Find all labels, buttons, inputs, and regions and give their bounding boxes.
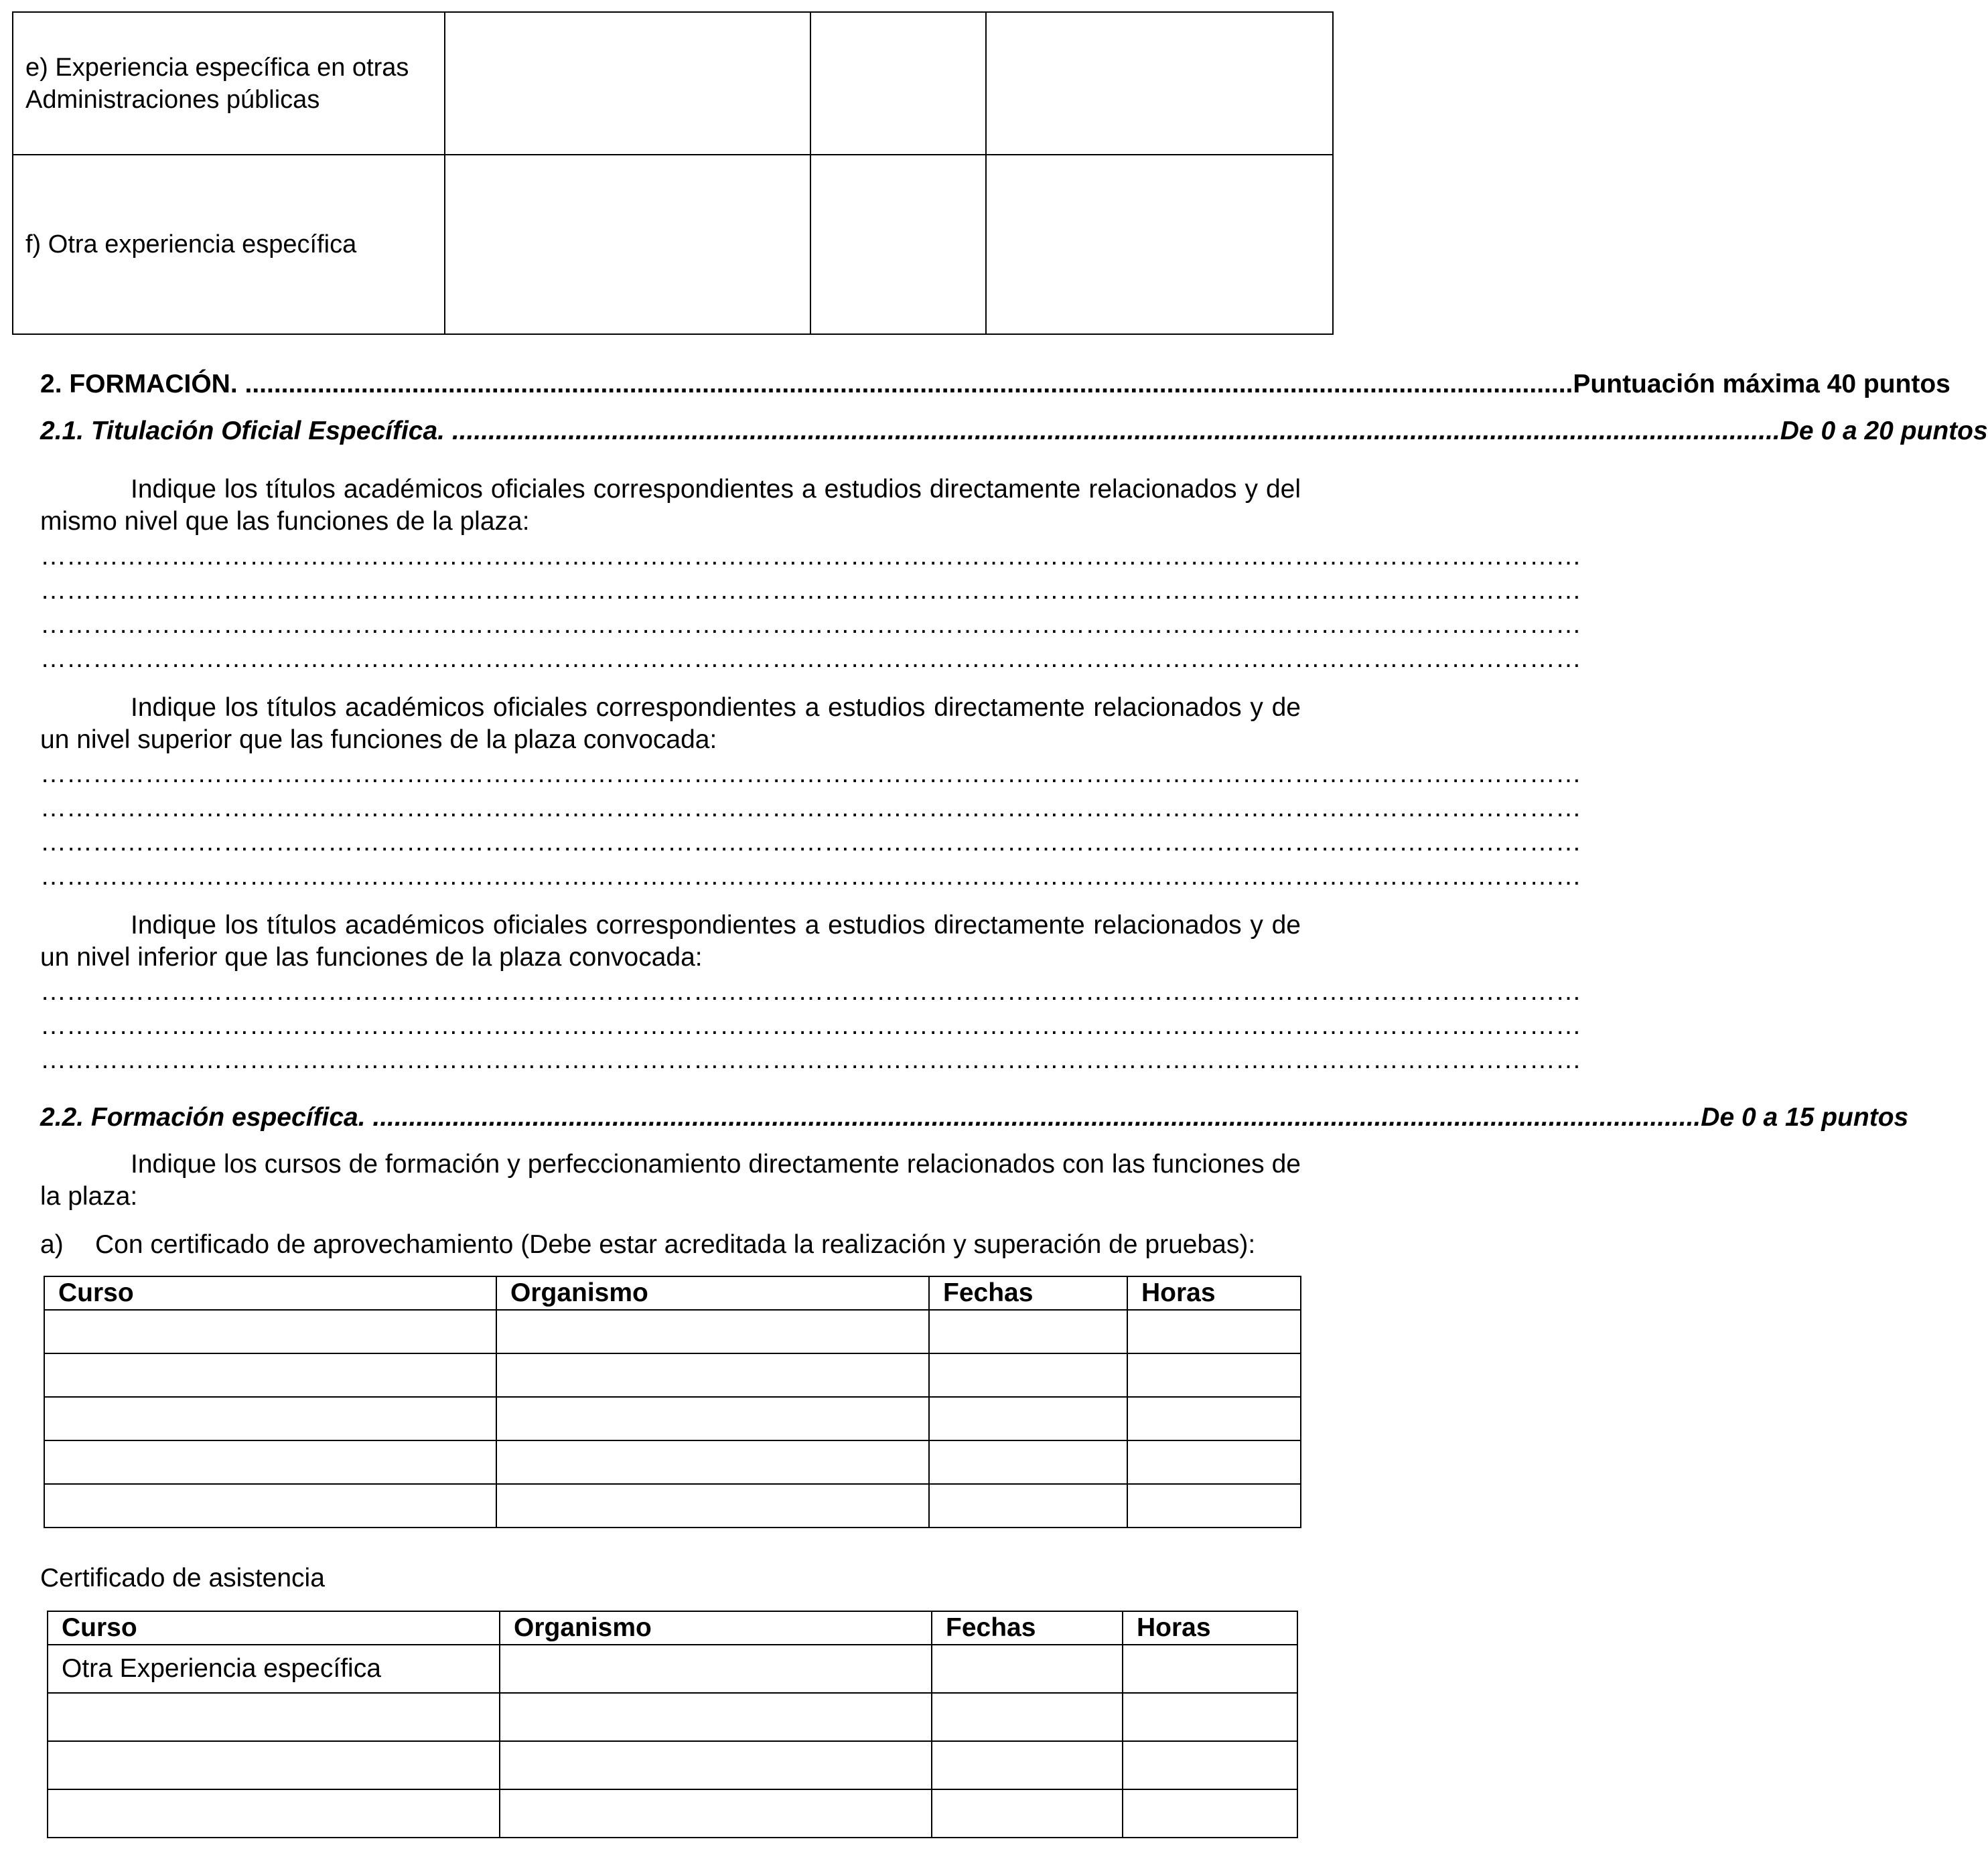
experience-table (12, 11, 1334, 335)
input-cell[interactable] (48, 1789, 500, 1838)
course-cell[interactable]: Otra Experiencia específica (48, 1645, 500, 1693)
prompt-same-level: Indique los títulos académicos oficiales correspondientes a estudios directamente relacionados y del mismo nivel que las funciones de la plaza: (40, 475, 1301, 536)
input-cell[interactable] (929, 1310, 1127, 1353)
table-row (48, 1789, 1297, 1838)
table-row (13, 12, 1333, 155)
input-cell[interactable] (500, 1645, 932, 1693)
input-cell[interactable] (496, 1397, 929, 1440)
input-cell[interactable] (929, 1440, 1127, 1484)
input-cell[interactable] (445, 155, 810, 334)
item-marker: a) (40, 1230, 64, 1259)
input-cell[interactable] (929, 1484, 1127, 1528)
input-cell[interactable] (932, 1645, 1123, 1693)
answer-lines-higher-level[interactable]: …………………………………………………………………………………………………………………………………………………………… …………………………………………………………………………………………………………………………………………………………… …………………………………………………………………………………………………………………………………………………………… …………………………………………………………………………………………………………………………………………………………… (40, 759, 1581, 891)
input-cell[interactable] (932, 1741, 1123, 1789)
table-row (48, 1645, 1297, 1693)
section-2-1-heading (40, 417, 1988, 446)
input-cell[interactable] (929, 1353, 1127, 1397)
input-cell[interactable] (810, 155, 986, 334)
input-cell[interactable] (1123, 1789, 1297, 1838)
col-header-curso: Curso (44, 1276, 496, 1310)
table-row (44, 1397, 1301, 1440)
input-cell[interactable] (1127, 1397, 1301, 1440)
input-cell[interactable] (1123, 1645, 1297, 1693)
input-cell[interactable] (44, 1397, 496, 1440)
input-cell[interactable] (44, 1353, 496, 1397)
input-cell[interactable] (1127, 1310, 1301, 1353)
courses-table-aprovechamiento (44, 1276, 1301, 1528)
table-row (48, 1693, 1297, 1741)
row-label: f) Otra experiencia específica (13, 155, 445, 334)
input-cell[interactable] (445, 12, 810, 155)
col-header-horas: Horas (1123, 1611, 1297, 1645)
answer-lines-lower-level[interactable]: …………………………………………………………………………………………………………………………………………………………… …………………………………………………………………………………………………………………………………………………………… …………………………………………………………………………………………………………………………………………………………… (40, 977, 1581, 1074)
col-header-fechas: Fechas (929, 1276, 1127, 1310)
input-cell[interactable] (1123, 1693, 1297, 1741)
table-row (44, 1484, 1301, 1528)
input-cell[interactable] (496, 1310, 929, 1353)
row-label: e) Experiencia específica en otras Administraciones públicas (13, 12, 445, 155)
item-a (40, 1230, 1301, 1260)
input-cell[interactable] (496, 1484, 929, 1528)
col-header-horas: Horas (1127, 1276, 1301, 1310)
input-cell[interactable] (500, 1741, 932, 1789)
section-title: 2.1. Titulación Oficial Específica. (40, 417, 445, 445)
input-cell[interactable] (496, 1440, 929, 1484)
col-header-organismo: Organismo (496, 1276, 929, 1310)
col-header-organismo: Organismo (500, 1611, 932, 1645)
section-points: De 0 a 15 puntos (1701, 1103, 1909, 1132)
section-2-heading (40, 370, 1950, 399)
input-cell[interactable] (44, 1310, 496, 1353)
prompt-lower-level: Indique los títulos académicos oficiales correspondientes a estudios directamente relacionados y de un nivel inferior que las funciones de la plaza convocada: (40, 911, 1301, 972)
table-row (44, 1310, 1301, 1353)
input-cell[interactable] (1127, 1440, 1301, 1484)
input-cell[interactable] (986, 155, 1333, 334)
prompt-higher-level: Indique los títulos académicos oficiales correspondientes a estudios directamente relacionados y de un nivel superior que las funciones de la plaza convocada: (40, 693, 1301, 754)
col-header-curso: Curso (48, 1611, 500, 1645)
attendance-label: Certificado de asistencia (40, 1564, 325, 1592)
input-cell[interactable] (932, 1789, 1123, 1838)
input-cell[interactable] (500, 1693, 932, 1741)
col-header-fechas: Fechas (932, 1611, 1123, 1645)
table-header-row (48, 1611, 1297, 1645)
input-cell[interactable] (44, 1440, 496, 1484)
input-cell[interactable] (810, 12, 986, 155)
section-title: 2.2. Formación específica. (40, 1103, 366, 1132)
table-row (44, 1440, 1301, 1484)
table-row (44, 1353, 1301, 1397)
input-cell[interactable] (1127, 1484, 1301, 1528)
item-text: Con certificado de aprovechamiento (Debe estar acreditada la realización y superación de pruebas): (95, 1230, 1256, 1259)
input-cell[interactable] (48, 1693, 500, 1741)
input-cell[interactable] (48, 1741, 500, 1789)
table-row (13, 155, 1333, 334)
input-cell[interactable] (1127, 1353, 1301, 1397)
input-cell[interactable] (1123, 1741, 1297, 1789)
section-title: 2. FORMACIÓN. (40, 370, 238, 398)
table-header-row (44, 1276, 1301, 1310)
input-cell[interactable] (929, 1397, 1127, 1440)
input-cell[interactable] (44, 1484, 496, 1528)
input-cell[interactable] (986, 12, 1333, 155)
section-2-2-heading (40, 1103, 1909, 1132)
courses-table-asistencia (47, 1611, 1298, 1838)
prompt-courses: Indique los cursos de formación y perfeccionamiento directamente relacionados con las funciones de la plaza: (40, 1150, 1301, 1211)
section-points: De 0 a 20 puntos (1780, 417, 1988, 445)
input-cell[interactable] (496, 1353, 929, 1397)
input-cell[interactable] (932, 1693, 1123, 1741)
table-row (48, 1741, 1297, 1789)
section-points: Puntuación máxima 40 puntos (1573, 370, 1950, 398)
answer-lines-same-level[interactable]: …………………………………………………………………………………………………………………………………………………………… …………………………………………………………………………………………………………………………………………………………… …………………………………………………………………………………………………………………………………………………………… …………………………………………………………………………………………………………………………………………………………… (40, 542, 1581, 673)
input-cell[interactable] (500, 1789, 932, 1838)
